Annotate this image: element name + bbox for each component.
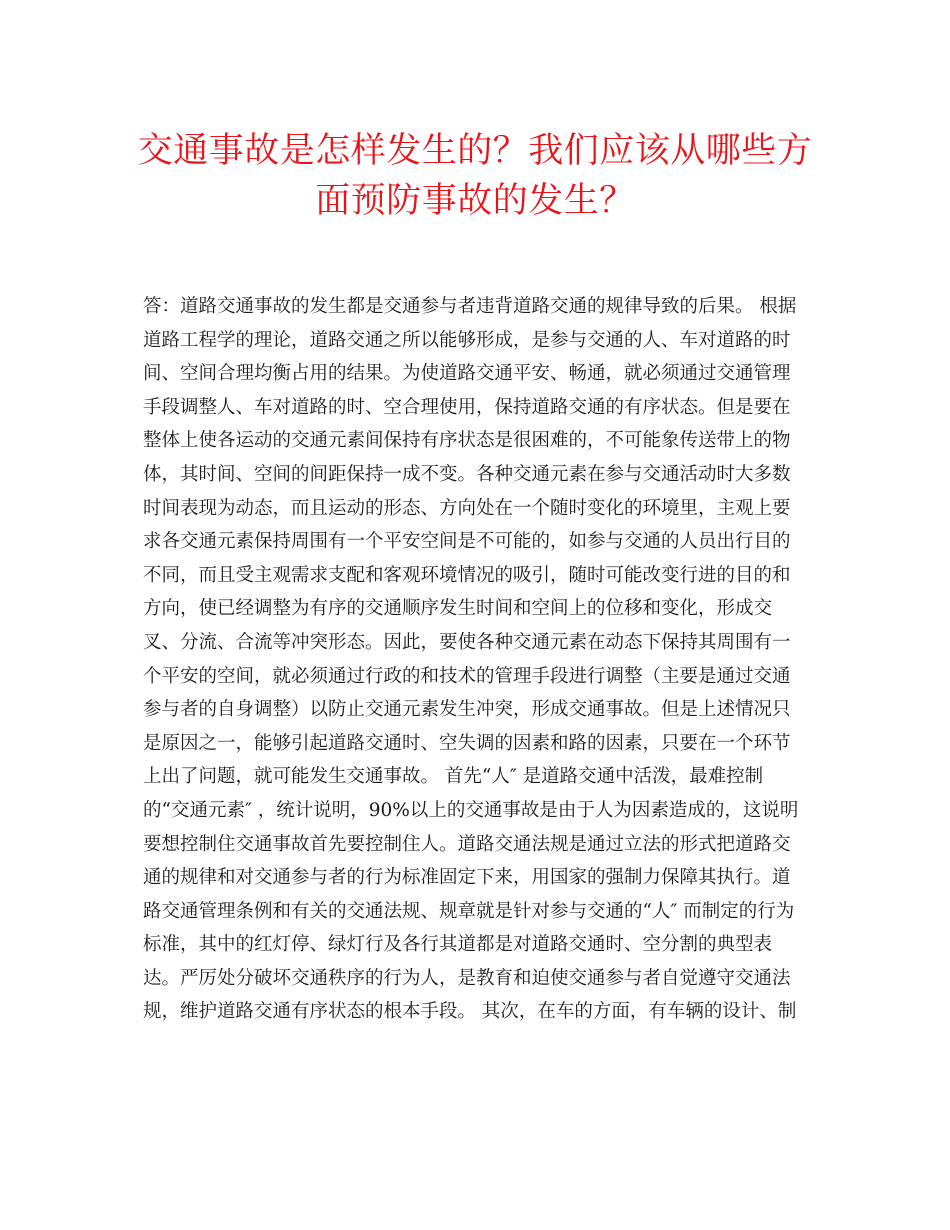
body-line: 间、空间合理均衡占用的结果。为使道路交通平安、畅通，就必须通过交通管理 [143,363,791,385]
body-line: 标准，其中的红灯停、绿灯行及各行其道都是对道路交通时、空分割的典型表 [143,934,773,956]
body-line: 达。严厉处分破坏交通秩序的行为人，是教育和迫使交通参与者自觉遵守交通法 [143,967,791,989]
body-line: 体，其时间、空间的间距保持一成不变。各种交通元素在参与交通活动时大多数 [143,463,791,485]
body-line: 的“交通元素″ ，统计说明，90%以上的交通事故是由于人为因素造成的，这说明 [143,799,799,821]
body-line: 时间表现为动态，而且运动的形态、方向处在一个随时变化的环境里，主观上要 [143,497,791,519]
body-line: 个平安的空间，就必须通过行政的和技术的管理手段进行调整（主要是通过交通 [143,665,791,687]
body-line: 路交通管理条例和有关的交通法规、规章就是针对参与交通的“人″ 而制定的行为 [143,900,795,922]
document-body [143,290,813,1029]
body-line: 不同，而且受主观需求支配和客观环境情况的吸引，随时可能改变行进的目的和 [143,564,791,586]
document-title [120,126,830,226]
body-line: 是原因之一，能够引起道路交通时、空失调的因素和路的因素，只要在一个环节 [143,732,791,754]
body-line: 道路工程学的理论，道路交通之所以能够形成，是参与交通的人、车对道路的时 [143,329,791,351]
title-line-1: 交通事故是怎样发生的？我们应该从哪些方 [137,131,813,171]
body-line: 上出了问题，就可能发生交通事故。 首先“人″ 是道路交通中活泼，最难控制 [143,766,764,788]
body-line: 叉、分流、合流等冲突形态。因此，要使各种交通元素在动态下保持其周围有一 [143,631,791,653]
title-line-2: 面预防事故的发生？ [315,181,635,221]
body-line: 通的规律和对交通参与者的行为标准固定下来，用国家的强制力保障其执行。道 [143,867,791,889]
body-line: 答：道路交通事故的发生都是交通参与者违背道路交通的规律导致的后果。 根据 [143,296,797,317]
body-line: 手段调整人、车对道路的时、空合理使用，保持道路交通的有序状态。但是要在 [143,396,791,418]
body-line: 要想控制住交通事故首先要控制住人。道路交通法规是通过立法的形式把道路交 [143,833,791,855]
body-line: 方向，使已经调整为有序的交通顺序发生时间和空间上的位移和变化，形成交 [143,598,773,620]
body-line: 整体上使各运动的交通元素间保持有序状态是很困难的，不可能象传送带上的物 [143,430,791,452]
body-line: 规，维护道路交通有序状态的根本手段。 其次，在车的方面，有车辆的设计、制 [143,1001,797,1023]
body-line: 求各交通元素保持周围有一个平安空间是不可能的，如参与交通的人员出行目的 [143,531,791,553]
body-line: 参与者的自身调整）以防止交通元素发生冲突，形成交通事故。但是上述情况只 [143,699,791,721]
